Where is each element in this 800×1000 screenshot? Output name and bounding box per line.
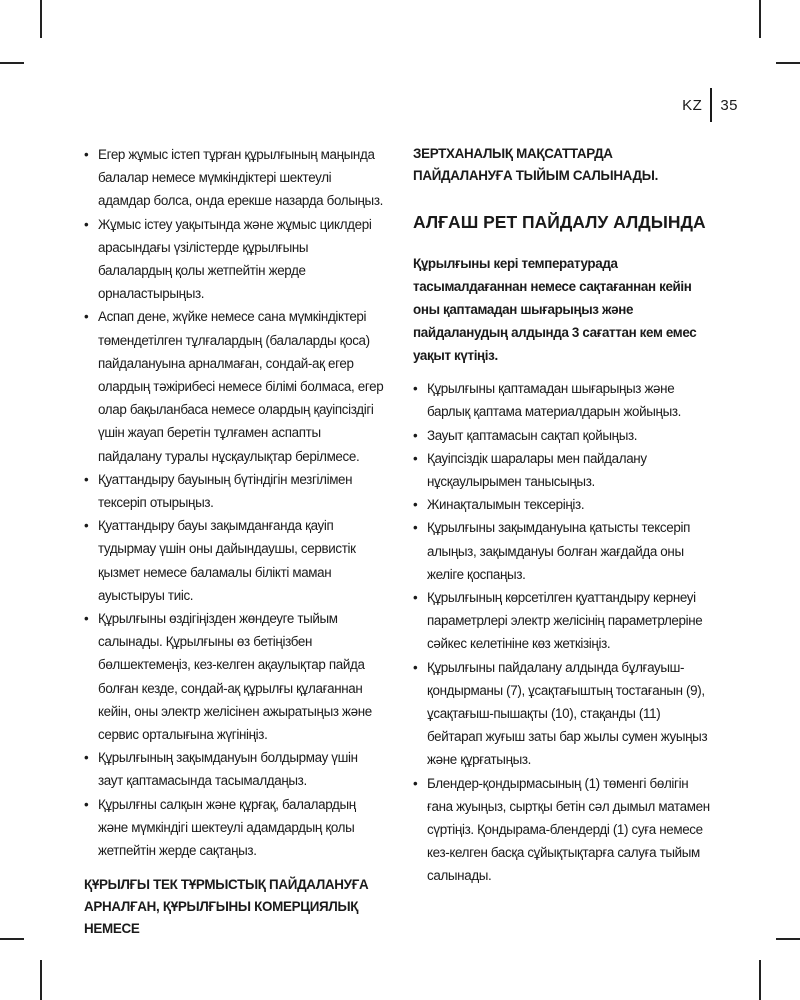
section-intro: Құрылғыны кері температурада тасымалдағаннан немесе сақтағаннан кейін оны қаптамадан шығарыңыз және пайдаланудың алдында 3 сағаттан кем емес уақыт күтіңіз.	[413, 256, 697, 364]
list-item: • Құрылғыны зақымдануына қатысты тексеріп алыңыз, зақымдануы болған жағдайда оны желіге қоспаңыз.	[413, 516, 713, 586]
list-item: • Құрылғыны қаптамадан шығарыңыз және барлық қаптама материалдарын жойыңыз.	[413, 377, 713, 423]
crop-mark	[0, 62, 24, 64]
crop-mark	[40, 960, 42, 1000]
list-item: • Жұмыс істеу уақытында және жұмыс циклдері арасындағы үзілістерде құрылғыны балалардың қолы жетпейтін жерде орналастырыңыз.	[84, 213, 384, 306]
crop-mark	[759, 960, 761, 1000]
crop-mark	[776, 938, 800, 940]
list-item: • Егер жұмыс істеп тұрған құрылғының маңында балалар немесе мүмкіндіктері шектеулі адамдар болса, онда ерекше назарда болыңыз.	[84, 143, 384, 213]
list-item: • Аспап дене, жүйке немесе сана мүмкіндіктері төмендетілген тұлғалардың (балаларды қоса) пайдалануына арналмаған, сондай-ақ егер олардың тәжірибесі немесе білімі болмаса, егер олар бақыланбаса немесе олардың қауіпсіздігі үшін жауап беретін тұлғамен аспапты пайдалану туралы нұсқаулықтар берілмесе.	[84, 305, 384, 467]
page-header	[682, 88, 738, 122]
crop-mark	[759, 0, 761, 38]
usage-notice-continued: ЗЕРТХАНАЛЫҚ МАҚСАТТАРДА ПАЙДАЛАНУҒА ТЫЙЫМ САЛЫНАДЫ.	[413, 146, 659, 183]
first-use-list	[413, 377, 713, 887]
language-code: KZ	[682, 96, 703, 114]
safety-list	[84, 143, 384, 862]
list-item: • Құрылғны салқын және құрғақ, балалардың және мүмкіндігі шектеулі адамдардың қолы жетпейтін жерде сақтаңыз.	[84, 793, 384, 863]
right-column	[413, 143, 713, 888]
crop-mark	[40, 0, 42, 38]
crop-mark	[776, 62, 800, 64]
section-heading: АЛҒАШ РЕТ ПАЙДАЛУ АЛДЫНДА	[413, 212, 706, 232]
list-item: • Қуаттандыру бауы зақымданғанда қауіп тудырмау үшін оны дайындаушы, сервистік қызмет немесе баламалы білікті маман ауыстыруы тиіс.	[84, 514, 384, 607]
list-item: • Құрылғының зақымдануын болдырмау үшін заут қаптамасында тасымалдаңыз.	[84, 746, 384, 792]
header-divider	[710, 88, 712, 122]
list-item: • Құрылғыны өздігіңізден жөндеуге тыйым салынады. Құрылғыны өз бетіңізбен бөлшектемеңіз, кез-келген ақаулықтар пайда болған кезде, сондай-ақ құрылғы құлағаннан кейін, оны электр желісінен ажыратыңыз және сервис орталығына жүгініңіз.	[84, 607, 384, 746]
list-item: • Жинақталымын тексеріңіз.	[413, 493, 713, 516]
usage-notice: ҚҰРЫЛҒЫ ТЕК ТҰРМЫСТЫҚ ПАЙДАЛАНУҒА АРНАЛҒАН, ҚҰРЫЛҒЫНЫ КОМЕРЦИЯЛЫҚ НЕМЕСЕ	[84, 877, 369, 937]
left-column	[84, 143, 384, 940]
list-item: • Қауіпсіздік шаралары мен пайдалану нұсқаулырымен танысыңыз.	[413, 447, 713, 493]
list-item: • Зауыт қаптамасын сақтап қойыңыз.	[413, 424, 713, 447]
list-item: • Қуаттандыру бауының бүтіндігін мезгілімен тексеріп отырыңыз.	[84, 468, 384, 514]
list-item: • Құрылғыны пайдалану алдында бұлғауыш-қондырманы (7), ұсақтағыштың тостағанын (9), ұсақтағыш-пышақты (10), стақанды (11) бейтарап жуғыш заты бар жылы сумен жуыңыз және құрғатыңыз.	[413, 656, 713, 772]
page-number: 35	[720, 96, 738, 114]
list-item: • Блендер-қондырмасының (1) төменгі бөлігін ғана жуыңыз, сыртқы бетін сәл дымыл матамен сүртіңіз. Қондырама-блендерді (1) суға немесе кез-келген басқа сұйықтықтарға салуға тыйым салынады.	[413, 772, 713, 888]
crop-mark	[0, 938, 24, 940]
list-item: • Құрылғының көрсетілген қуаттандыру кернеуі параметрлері электр желісінің параметрлеріне сәйкес келетініне көз жеткізіңіз.	[413, 586, 713, 656]
